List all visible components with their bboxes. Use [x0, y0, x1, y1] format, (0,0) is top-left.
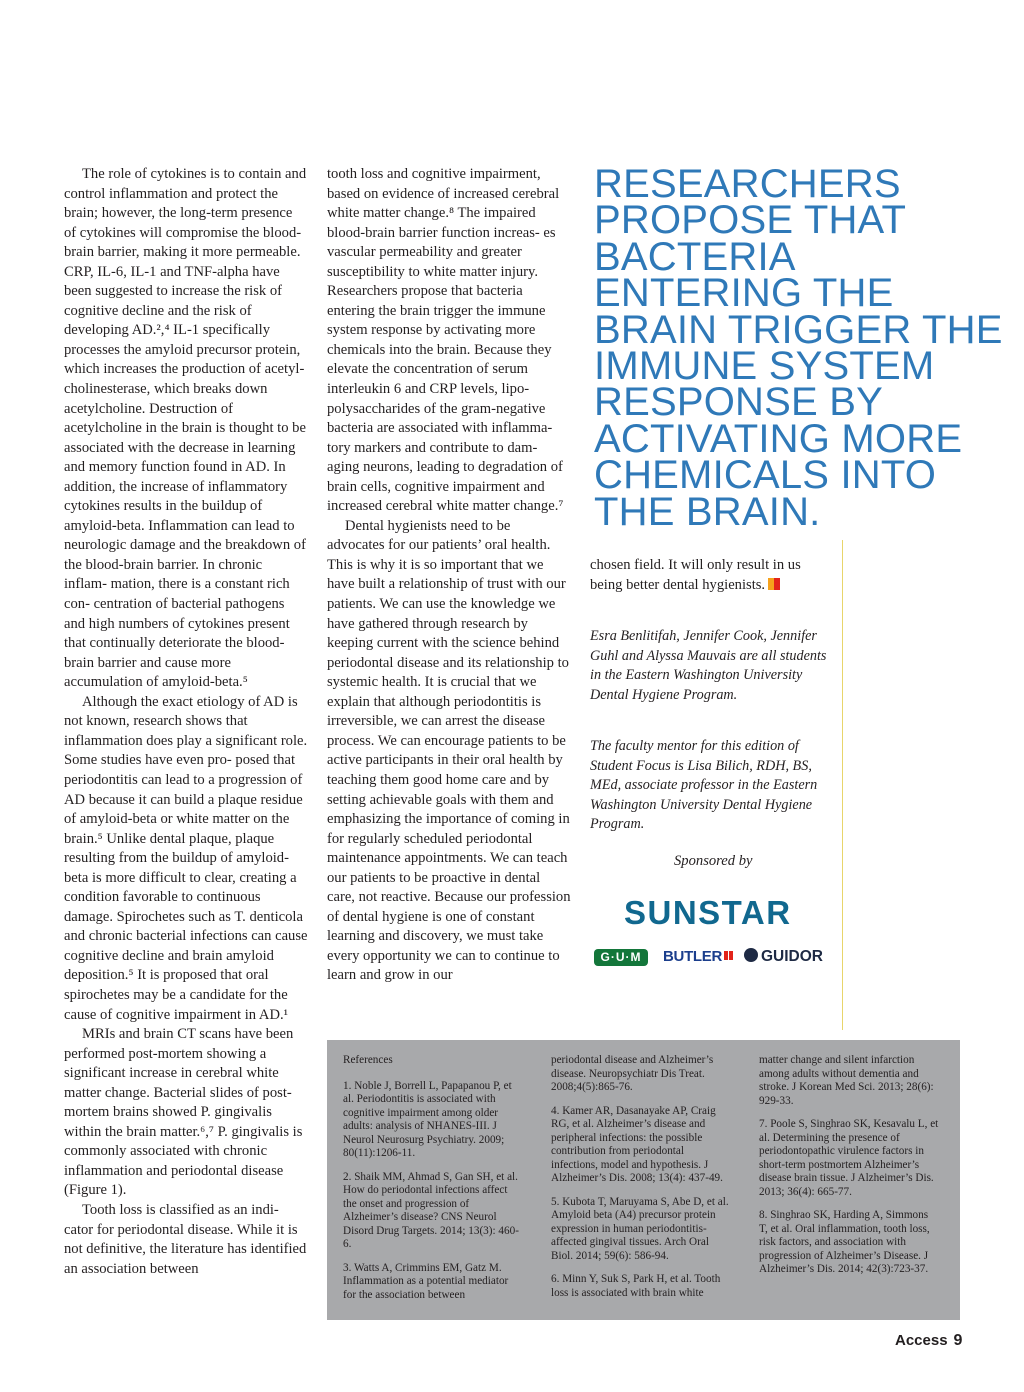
article-column-1 — [64, 165, 308, 1279]
reference-item: 7. Poole S, Singhrao SK, Kesavalu L, et al. Determining the presence of periodontopathic virulence factors in short-term postmortem Alzheimer’s disease brain tissue. J Alzheimer’s Dis. 2013; 36(4): 665-77. — [759, 1118, 939, 1198]
reference-item: 4. Kamer AR, Dasanayake AP, Craig RG, et al. Alzheimer’s disease and peripheral infections: the possible contribution from periodontal infections, model and hypothesis. J Alzheimer’s Dis. 2008; 13(4): 437-49. — [551, 1104, 723, 1184]
pull-quote-line: BRAIN TRIGGER THE — [594, 307, 1003, 352]
references-column-2 — [551, 1054, 731, 1310]
butler-logo — [663, 948, 733, 965]
paragraph: Tooth loss is classified as an indi- cator for periodontal disease. While it is not definitive, the literature has identified an association between — [64, 1201, 307, 1277]
sponsored-by-label: Sponsored by — [674, 853, 753, 869]
paragraph: tooth loss and cognitive impairment, based on evidence of increased cerebral white matter change.⁸ The impaired blood-brain barrier function increas- es vascular permeability and greater susceptibility to white matter injury. Researchers propose that bacteria entering the brain trigger the immune system response by activating more chemicals into the brain. Because they elevate the concentration of serum interleukin 6 and CRP levels, lipo- polysaccharides of the gram-negative bacteria are associated with inflamma- tory markers and contribute to dam- aging neurons, leading to degradation of brain cells, cognitive impairment and increased cerebral white matter change.⁷ — [327, 166, 564, 515]
reference-item: 3. Watts A, Crimmins EM, Gatz M. Inflammation as a potential mediator for the association between — [343, 1261, 509, 1301]
references-box — [327, 1040, 960, 1320]
references-heading: References — [343, 1054, 393, 1066]
column-divider — [842, 540, 843, 1030]
reference-item: matter change and silent infarction among adults without dementia and stroke. J Korean Med Sci. 2013; 28(6): 929-33. — [759, 1054, 934, 1107]
brand-logos — [594, 948, 834, 970]
paragraph: Dental hygienists need to be advocates for our patients’ oral health. This is why it is so important that we have built a relationship of trust with our patients. We can use the knowledge we have gathered through research by keeping current with the science behind periodontal disease and its relationship to systemic health. It is crucial that we explain that although periodontitis is irreversible, we can arrest the disease process. We can encourage patients to be active participants in their oral health by teaching them good home care and by setting achievable goals with them and emphasizing the importance of coming in for regularly scheduled periodontal maintenance appointments. We can teach our patients to be proactive in dental care, not reactive. Because our profession of dental hygiene is one of constant learning and discovery, we must take every opportunity we can to continue to learn and grow in our — [327, 517, 571, 984]
guidor-mark-icon — [744, 948, 758, 962]
pull-quote-line: RESPONSE BY — [594, 380, 883, 425]
page-number: 9 — [953, 1332, 963, 1349]
butler-mark-icon — [724, 951, 733, 960]
pull-quote-line: ACTIVATING MORE — [594, 416, 963, 461]
pull-quote-line: CHEMICALS INTO — [594, 453, 937, 498]
reference-item: 6. Minn Y, Suk S, Park H, et al. Tooth loss is associated with brain white — [551, 1273, 721, 1299]
references-column-1 — [343, 1054, 523, 1312]
references-column-3 — [759, 1054, 939, 1287]
pull-quote-line: THE BRAIN. — [594, 489, 821, 534]
reference-item: 5. Kubota T, Maruyama S, Abe D, et al. Amyloid beta (A4) precursor protein expression in human periodontitis-affected gingival tissues. Arch Oral Biol. 2014; 59(6): 586-94. — [551, 1195, 729, 1262]
paragraph: The role of cytokines is to contain and control inflammation and protect the brain; however, the long-term presence of cytokines will compromise the blood-brain barrier, making it more permeable. CRP, IL-6, IL-1 and TNF-alpha have been suggested to increase the risk of cognitive decline and the risk of developing AD.²,⁴ IL-1 specifically processes the amyloid precursor protein, which increases the production of acetyl-cholinesterase, which breaks down acetylcholine. Destruction of acetylcholine in the brain is thought to be associated with the decrease in learning and memory function found in AD. In addition, the increase of inflammatory cytokines results in the buildup of amyloid-beta. Inflammation can lead to neurologic damage and the breakdown of the blood-brain barrier. In chronic inflam- mation, there is a constant rich con- centration of bacterial pathogens and high numbers of cytokines present that continually deteriorate the blood-brain barrier and cause more accumulation of amyloid-beta.⁵ — [64, 166, 307, 691]
article-column-2 — [327, 165, 571, 986]
page-footer — [895, 1332, 962, 1350]
butler-logo-text: BUTLER — [663, 948, 723, 965]
pull-quote-line: RESEARCHERS — [594, 162, 901, 206]
sunstar-logo: SUNSTAR — [624, 894, 792, 931]
reference-item: 1. Noble J, Borrell L, Papapanou P, et al. Periodontitis is associated with cognitive impairment among older adults: analysis of NHANES-III. J Neurol Neurosurg Psychiatry. 2009; 80(11):1206-11. — [343, 1079, 512, 1159]
guidor-logo — [744, 948, 823, 966]
gum-logo: G·U·M — [594, 949, 648, 966]
closing-text: chosen field. It will only result in us being better dental hygienists. — [590, 557, 801, 593]
pull-quote-line: ENTERING THE — [594, 271, 894, 316]
end-mark-icon — [768, 578, 780, 590]
paragraph: Although the exact etiology of AD is not known, research shows that inflammation does play a significant role. Some studies have even pro- posed that periodontitis can lead to a progression of AD because it can build a plaque residue of amyloid-beta or white matter on the brain.⁵ Unlike dental plaque, plaque resulting from the buildup of amyloid-beta is more difficult to clear, creating a condition favorable to continuous damage. Spirochetes such as T. denticola and chronic bacterial infections can cause cognitive decline and brain amyloid deposition.⁵ It is proposed that oral spirochetes may be a candidate for the cause of cognitive impairment in AD.¹ — [64, 693, 308, 1023]
paragraph: MRIs and brain CT scans have been performed post-mortem showing a significant increase in cerebral white matter change. Bacterial slides of post-mortem brains showed P. gingivalis within the brain matter.⁶,⁷ P. gingivalis is commonly associated with chronic inflammation and periodontal disease (Figure 1). — [64, 1026, 303, 1199]
closing-paragraph — [590, 556, 830, 595]
reference-item: periodontal disease and Alzheimer’s disease. Neuropsychiatr Dis Treat. 2008;4(5):865-76. — [551, 1054, 714, 1093]
reference-item: 8. Singhrao SK, Harding A, Simmons T, et al. Oral inflammation, tooth loss, risk factors, and association with progression of Alzheimer’s Disease. J Alzheimer’s Dis. 2014; 42(3):723-37. — [759, 1209, 930, 1275]
mentor-note: The faculty mentor for this edition of Student Focus is Lisa Bilich, RDH, BS, MEd, associate professor in the Eastern Washington University Dental Hygiene Program. — [590, 738, 818, 832]
article-column-3 — [590, 556, 830, 595]
authors-note: Esra Benlitifah, Jennifer Cook, Jennifer Guhl and Alyssa Mauvais are all students in the Eastern Washington University Dental Hygiene Program. — [590, 628, 827, 703]
pull-quote-line: IMMUNE SYSTEM — [594, 344, 935, 389]
pull-quote-line: BACTERIA — [594, 234, 796, 279]
magazine-name: Access — [895, 1332, 948, 1349]
pull-quote — [594, 162, 1003, 534]
guidor-logo-text: GUIDOR — [761, 948, 823, 965]
reference-item: 2. Shaik MM, Ahmad S, Gan SH, et al. How do periodontal infections affect the onset and progression of Alzheimer’s disease? CNS Neurol Disord Drug Targets. 2014; 13(3): 460-6. — [343, 1170, 519, 1250]
pull-quote-line: PROPOSE THAT — [594, 198, 907, 243]
